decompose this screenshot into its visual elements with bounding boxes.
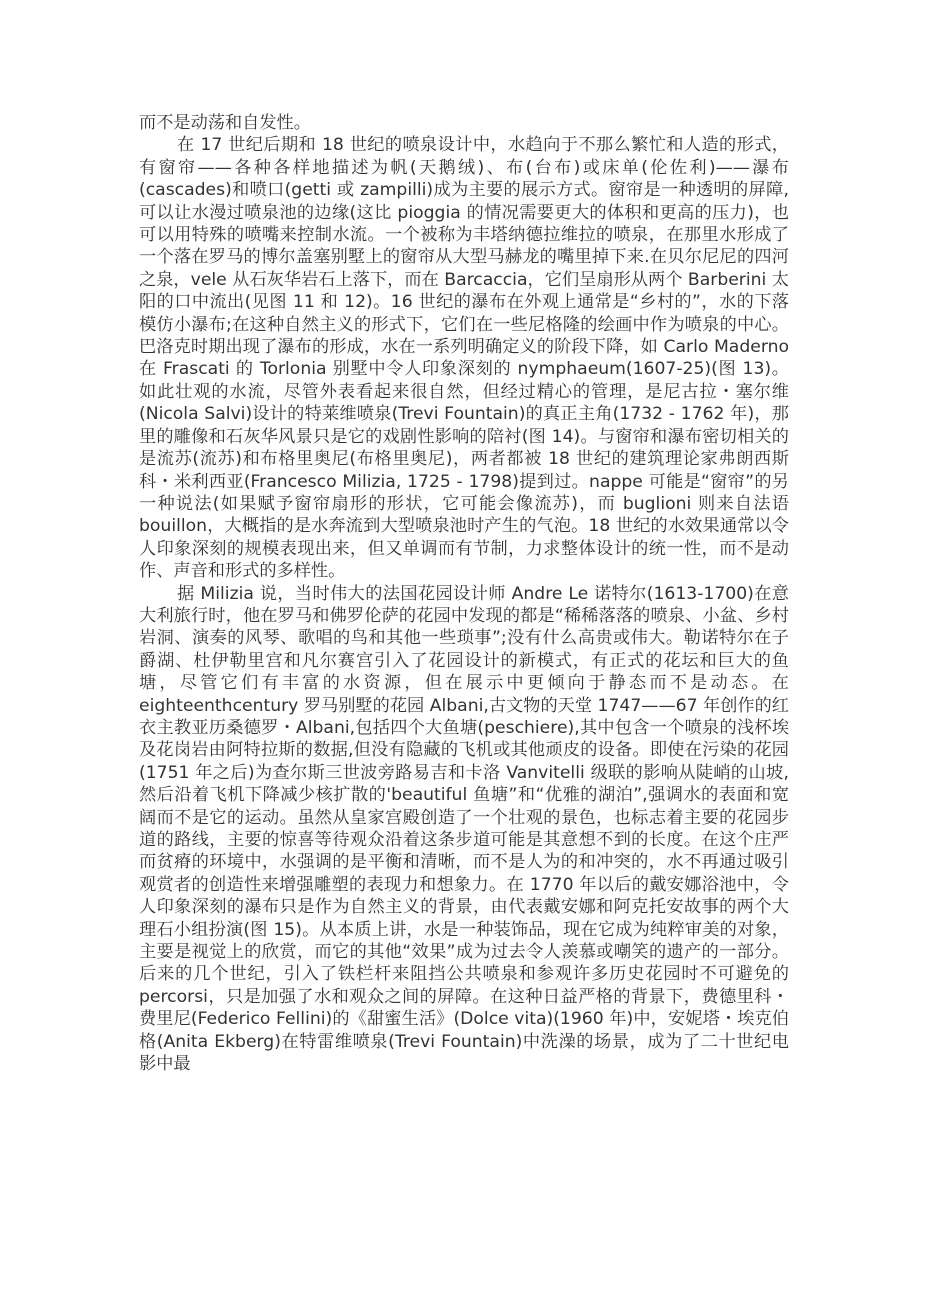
- paragraph-continuation: 而不是动荡和自发性。: [139, 113, 311, 133]
- paragraph-le-notre-gardens: 据 Milizia 说，当时伟大的法国花园设计师 Andre Le 诺特尔(1613-1700)在意大利旅行时，他在罗马和佛罗伦萨的花园中发现的都是“稀稀落落的喷泉、小盆、乡村岩洞、演奏的风琴、歌唱的鸟和其他一些琐事”;没有什么高贵或伟大。勒诺特尔在子爵湖、杜伊勒里宫和凡尔赛宫引入了花园设计的新模式，有正式的花坛和巨大的鱼塘，尽管它们有丰富的水资源，但在展示中更倾向于静态而不是动态。在 eighteenthcentury 罗马别墅的花园 Albani,古文物的天堂 1747——67 年创作的红衣主教亚历桑德罗・Albani,包括四个大鱼塘(peschiere),其中包含一个喷泉的浅杯埃及花岗岩由阿特拉斯的数据,但没有隐藏的飞机或其他顽皮的设备。即使在污染的花园(1751 年之后)为查尔斯三世波旁路易吉和卡洛 Vanvitelli 级联的影响从陡峭的山坡,然后沿着飞机下降减少核扩散的'beautiful 鱼塘”和“优雅的湖泊”,强调水的表面和宽阔而不是它的运动。虽然从皇家宫殿创造了一个壮观的景色，也标志着主要的花园步道的路线，主要的惊喜等待观众沿着这条步道可能是其意想不到的长度。在这个庄严而贫瘠的环境中，水强调的是平衡和清晰，而不是人为的和冲突的，水不再通过吸引观赏者的创造性来增强雕塑的表现力和想象力。在 1770 年以后的戴安娜浴池中，令人印象深刻的瀑布只是作为自然主义的背景，由代表戴安娜和阿克托安故事的两个大理石小组扮演(图 15)。从本质上讲，水是一种装饰品，现在它成为纯粹审美的对象，主要是视觉上的欣赏，而它的其他“效果”成为过去令人羡慕或嘲笑的遗产的一部分。后来的几个世纪，引入了铁栏杆来阻挡公共喷泉和参观许多历史花园时不可避免的 percorsi，只是加强了水和观众之间的屏障。在这种日益严格的背景下，费德里科・费里尼(Federico Fellini)的《甜蜜生活》(Dolce vita)(1960 年)中，安妮塔・埃克伯格(Anita Ekberg)在特雷维喷泉(Trevi Fountain)中洗澡的场景，成为了二十世纪电影中最: [139, 583, 789, 1075]
- document-body: [139, 112, 789, 1075]
- paragraph-water-curtains-cascades: 在 17 世纪后期和 18 世纪的喷泉设计中，水趋向于不那么繁忙和人造的形式，有窗帘——各种各样地描述为帆(天鹅绒)、布(台布)或床单(伦佐利)——瀑布(cascades)和喷口(getti 或 zampilli)成为主要的展示方式。窗帘是一种透明的屏障,可以让水漫过喷泉池的边缘(这比 pioggia 的情况需要更大的体积和更高的压力)，也可以用特殊的喷嘴来控制水流。一个被称为丰塔纳德拉维拉的喷泉，在那里水形成了一个落在罗马的博尔盖塞别墅上的窗帘从大型马赫龙的嘴里掉下来.在贝尔尼尼的四河之泉，vele 从石灰华岩石上落下，而在 Barcaccia，它们呈扇形从两个 Barberini 太阳的口中流出(见图 11 和 12)。16 世纪的瀑布在外观上通常是“乡村的”，水的下落模仿小瀑布;在这种自然主义的形式下，它们在一些尼格隆的绘画中作为喷泉的中心。巴洛克时期出现了瀑布的形成，水在一系列明确定义的阶段下降，如 Carlo Maderno 在 Frascati 的 Torlonia 别墅中令人印象深刻的 nymphaeum(1607-25)(图 13)。如此壮观的水流，尽管外表看起来很自然，但经过精心的管理，是尼古拉・塞尔维(Nicola Salvi)设计的特莱维喷泉(Trevi Fountain)的真正主角(1732 - 1762 年)，那里的雕像和石灰华风景只是它的戏剧性影响的陪衬(图 14)。与窗帘和瀑布密切相关的是流苏(流苏)和布格里奥尼(布格里奥尼)，两者都被 18 世纪的建筑理论家弗朗西斯科・米利西亚(Francesco Milizia, 1725 - 1798)提到过。nappe 可能是“窗帘”的另一种说法(如果赋予窗帘扇形的形状，它可能会像流苏)，而 buglioni 则来自法语 bouillon，大概指的是水奔流到大型喷泉池时产生的气泡。18 世纪的水效果通常以令人印象深刻的规模表现出来，但又单调而有节制，力求整体设计的统一性，而不是动作、声音和形式的多样性。: [139, 135, 789, 582]
